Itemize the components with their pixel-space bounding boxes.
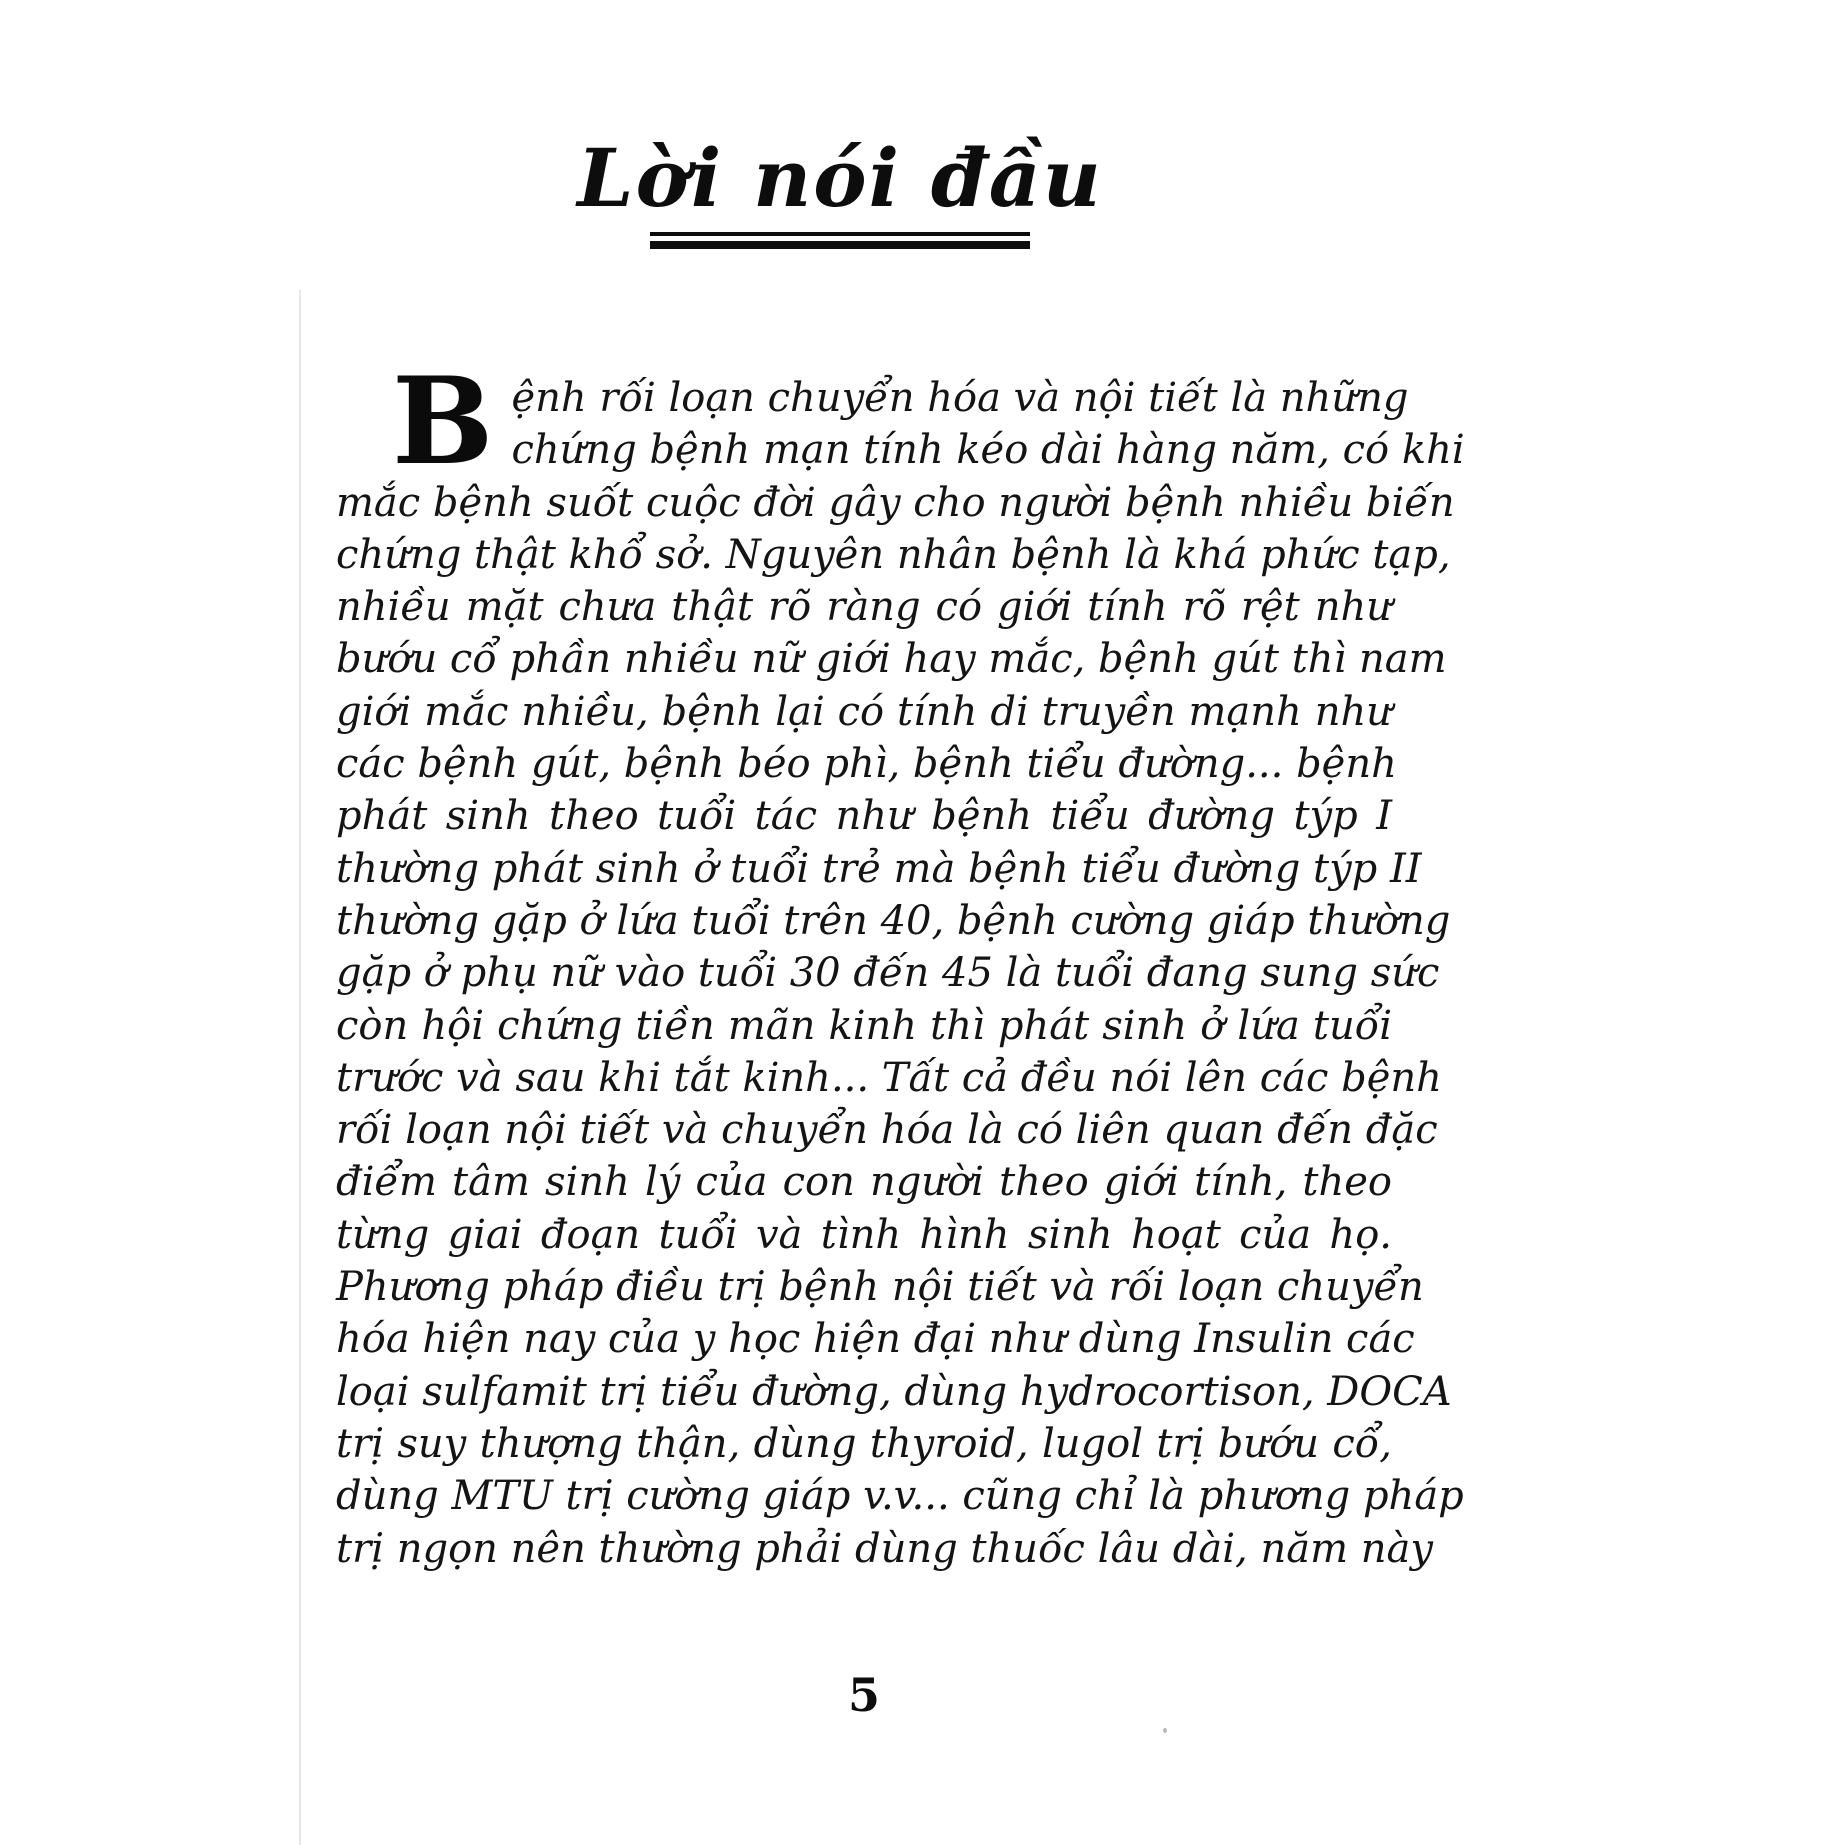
title-underline [650,232,1030,249]
body-line: chứng thật khổ sở. Nguyên nhân bệnh là khá phức tạp, [336,531,1451,578]
preface-text [336,351,1465,1575]
body-line: trị ngọn nên thường phải dùng thuốc lâu dài, năm này [336,1525,1433,1572]
body-line: rối loạn nội tiết và chuyển hóa là có liên quan đến đặc [336,1107,1438,1154]
drop-cap: B [392,351,494,492]
body-line: điểm tâm sinh lý của con người theo giới tính, theo [336,1159,1392,1206]
body-line: thường gặp ở lứa tuổi trên 40, bệnh cường giáp thường [336,897,1451,944]
body-line: trước và sau khi tắt kinh... Tất cả đều nói lên các bệnh [336,1054,1442,1101]
body-line: trị suy thượng thận, dùng thyroid, lugol trị bướu cổ, [336,1420,1392,1467]
body-line: giới mắc nhiều, bệnh lại có tính di truyền mạnh như [336,688,1392,735]
body-line: phát sinh theo tuổi tác như bệnh tiểu đường týp I [336,793,1392,840]
body-line: Phương pháp điều trị bệnh nội tiết và rối loạn chuyển [336,1264,1424,1311]
title-block [312,128,1368,249]
body-line: gặp ở phụ nữ vào tuổi 30 đến 45 là tuổi đang sung sức [336,950,1440,997]
body-line: loại sulfamit trị tiểu đường, dùng hydrocortison, DOCA [336,1368,1452,1415]
scan-speck-artifact [1163,1728,1167,1733]
body-line: ệnh rối loạn chuyển hóa và nội tiết là những [511,375,1409,421]
body-line: hóa hiện nay của y học hiện đại như dùng Insulin các [336,1316,1415,1363]
page-title: Lời nói đầu [577,131,1103,225]
body-line: còn hội chứng tiền mãn kinh thì phát sinh ở lứa tuổi [336,1002,1392,1049]
body-line: dùng MTU trị cường giáp v.v... cũng chỉ là phương pháp [336,1473,1464,1520]
scan-edge-artifact [299,290,301,1845]
body-line: nhiều mặt chưa thật rõ ràng có giới tính rõ rệt như [336,584,1392,631]
page-number: 5 [847,1668,880,1722]
body-line: bướu cổ phần nhiều nữ giới hay mắc, bệnh gút thì nam [336,636,1447,683]
body-line: thường phát sinh ở tuổi trẻ mà bệnh tiểu đường týp II [336,845,1422,892]
body-line: chứng bệnh mạn tính kéo dài hàng năm, có khi [511,427,1465,474]
body-line: từng giai đoạn tuổi và tình hình sinh hoạt của họ. [336,1211,1392,1258]
body-line: các bệnh gút, bệnh béo phì, bệnh tiểu đường... bệnh [336,741,1397,788]
body-line: mắc bệnh suốt cuộc đời gây cho người bệnh nhiều biến [336,479,1455,526]
